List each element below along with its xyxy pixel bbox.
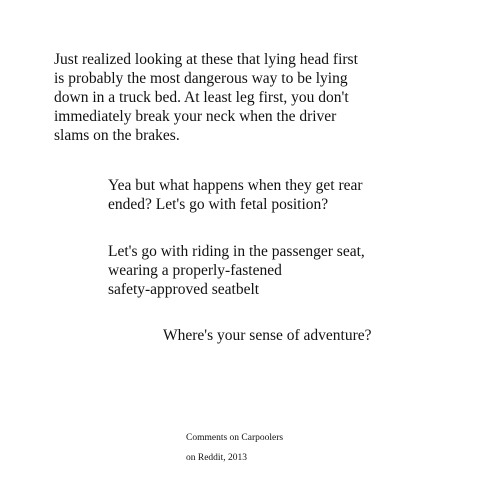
caption-line-1: Comments on Carpoolers	[186, 433, 284, 443]
comment-1: Just realized looking at these that lying head first is probably the most dangerous way to be lying down in a truck bed. At least leg first, you don't immediately break your neck when the driver slams on the brakes.	[54, 51, 358, 144]
comment-reply-1: Yea but what happens when they get rear ended? Let's go with fetal position?	[108, 177, 363, 213]
comment-reply-2: Let's go with riding in the passenger seat, wearing a properly-fastened safety-approved seatbelt	[108, 243, 365, 298]
caption-line-2: on Reddit, 2013	[186, 453, 247, 463]
comment-reply-3: Where's your sense of adventure?	[163, 327, 372, 344]
